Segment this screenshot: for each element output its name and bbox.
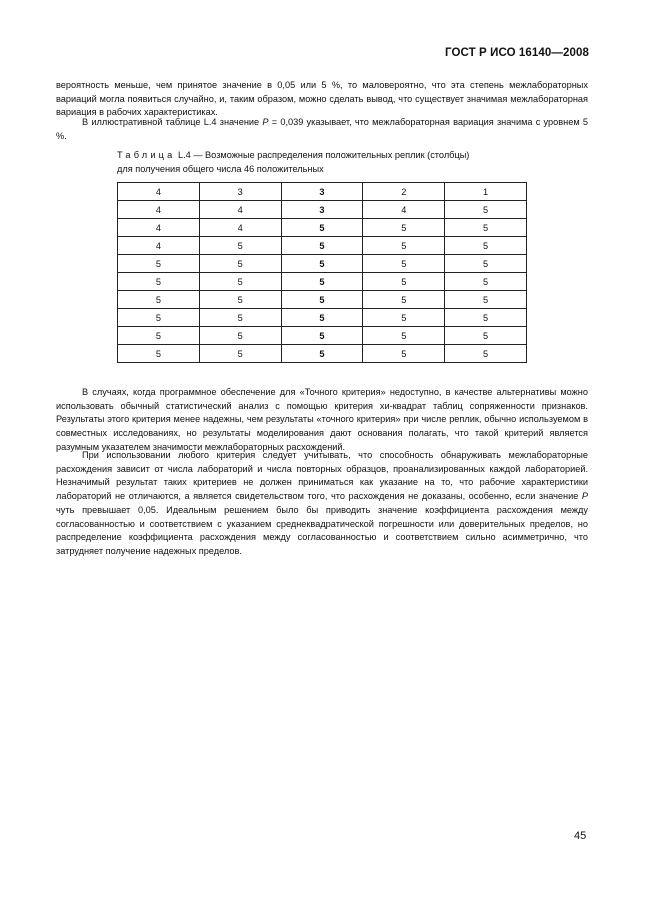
table-cell: 5 (281, 309, 363, 327)
table-row (118, 183, 527, 201)
table-row (118, 219, 527, 237)
table-cell: 5 (363, 273, 445, 291)
table-cell: 5 (363, 345, 445, 363)
table-row (118, 291, 527, 309)
table-cell: 2 (363, 183, 445, 201)
table-cell: 5 (281, 237, 363, 255)
table-cell: 5 (281, 273, 363, 291)
table-cell: 5 (445, 219, 527, 237)
table-cell: 5 (445, 345, 527, 363)
table-cell: 5 (363, 255, 445, 273)
table-cell: 5 (199, 255, 281, 273)
table-cell: 5 (445, 255, 527, 273)
table-cell: 5 (281, 219, 363, 237)
table-cell: 5 (199, 309, 281, 327)
table-row (118, 237, 527, 255)
table-cell: 5 (363, 327, 445, 345)
table-cell: 4 (118, 201, 200, 219)
table-body (118, 183, 527, 363)
table-cell: 5 (199, 327, 281, 345)
table-caption-label: Таблица (117, 150, 176, 160)
table-row (118, 345, 527, 363)
paragraph-4-post: чуть превышает 0,05. Идеальным решением было бы приводить значение коэффициента расхождения между согласованностью и соответствием с указанием среднеквадратической погрешности или доверительных пределов, но распределение коэффициента расхождения между согласованностью и соответствием сильно асимметрично, что затрудняет получение надежных пределов. (56, 504, 588, 556)
table-cell: 3 (199, 183, 281, 201)
table-cell: 4 (118, 219, 200, 237)
table-cell: 3 (281, 201, 363, 219)
paragraph-2-pre: В иллюстративной таблице L.4 значение (82, 117, 263, 127)
table-cell: 5 (118, 255, 200, 273)
table-cell: 5 (281, 255, 363, 273)
distribution-table (117, 182, 527, 363)
table-caption-line2: для получения общего числа 46 положительных (117, 163, 324, 174)
paragraph-4-var: P (581, 491, 588, 502)
table-cell: 5 (363, 291, 445, 309)
table-cell: 4 (199, 201, 281, 219)
paragraph-3-text: В случаях, когда программное обеспечение для «Точного критерия» недоступно, в качестве альтернативы можно использовать обычный статистический анализ с помощью критерия хи-квадрат таблиц сопряженности признаков. Результаты этого критерия менее надежны, чем результаты «точного критерия» при числе реплик, обычно используемом в совместных исследованиях, но результаты моделирования дают основания полагать, что такой критерий является разумным указателем значимости межлабораторных расхождений. (56, 387, 588, 452)
table-cell: 4 (363, 201, 445, 219)
paragraph-1: вероятность меньше, чем принятое значение в 0,05 или 5 %, то маловероятно, что эта степень межлабораторных вариаций могла появиться случайно, и, таким образом, можно сделать вывод, что существует значимая межлабораторная вариация в рабочих характеристиках. (56, 80, 588, 118)
table-cell: 5 (363, 219, 445, 237)
table-cell: 5 (445, 273, 527, 291)
table-row (118, 273, 527, 291)
table-cell: 1 (445, 183, 527, 201)
table-cell: 5 (281, 291, 363, 309)
table-cell: 5 (199, 345, 281, 363)
table-cell: 5 (445, 309, 527, 327)
table-cell: 5 (281, 345, 363, 363)
paragraph-3 (56, 386, 588, 455)
paragraph-2 (56, 116, 588, 143)
paragraph-2-post: = 0,039 указывает, что межлабораторная вариация значима с уровнем 5 %. (56, 117, 588, 141)
paragraph-4 (56, 449, 588, 559)
table-cell: 5 (118, 345, 200, 363)
table-cell: 5 (445, 237, 527, 255)
table-caption (117, 149, 537, 176)
table-cell: 5 (363, 309, 445, 327)
table-cell: 4 (118, 183, 200, 201)
table-cell: 5 (199, 273, 281, 291)
page-number: 45 (574, 830, 587, 842)
table-cell: 4 (199, 219, 281, 237)
table-cell: 5 (445, 291, 527, 309)
table-cell: 5 (118, 309, 200, 327)
table-row (118, 201, 527, 219)
table-cell: 5 (118, 327, 200, 345)
table-cell: 5 (118, 291, 200, 309)
table-cell: 5 (199, 291, 281, 309)
table-row (118, 255, 527, 273)
table-cell: 5 (199, 237, 281, 255)
table-row (118, 309, 527, 327)
table-cell: 4 (118, 237, 200, 255)
table-row (118, 327, 527, 345)
table-cell: 5 (118, 273, 200, 291)
table-cell: 5 (445, 201, 527, 219)
table-cell: 5 (281, 327, 363, 345)
table-caption-text: L.4 — Возможные распределения положительных реплик (столбцы) (175, 150, 470, 160)
paragraph-4-pre: При использовании любого критерия следует учитывать, что способность обнаруживать межлабораторные расхождения зависит от числа лабораторий и числа повторных образцов, проанализированных каждой лабораторией. Незначимый результат таких критериев не должен приниматься как указание на то, что рабочие характеристики лабораторий не отличаются, а является свидетельством того, что расхождения не доказаны, особенно, если значение (56, 450, 588, 502)
table-cell: 3 (281, 183, 363, 201)
paragraph-2-var: P (262, 117, 269, 127)
table-cell: 5 (363, 237, 445, 255)
table-cell: 5 (445, 327, 527, 345)
document-header: ГОСТ Р ИСО 16140—2008 (444, 47, 589, 59)
